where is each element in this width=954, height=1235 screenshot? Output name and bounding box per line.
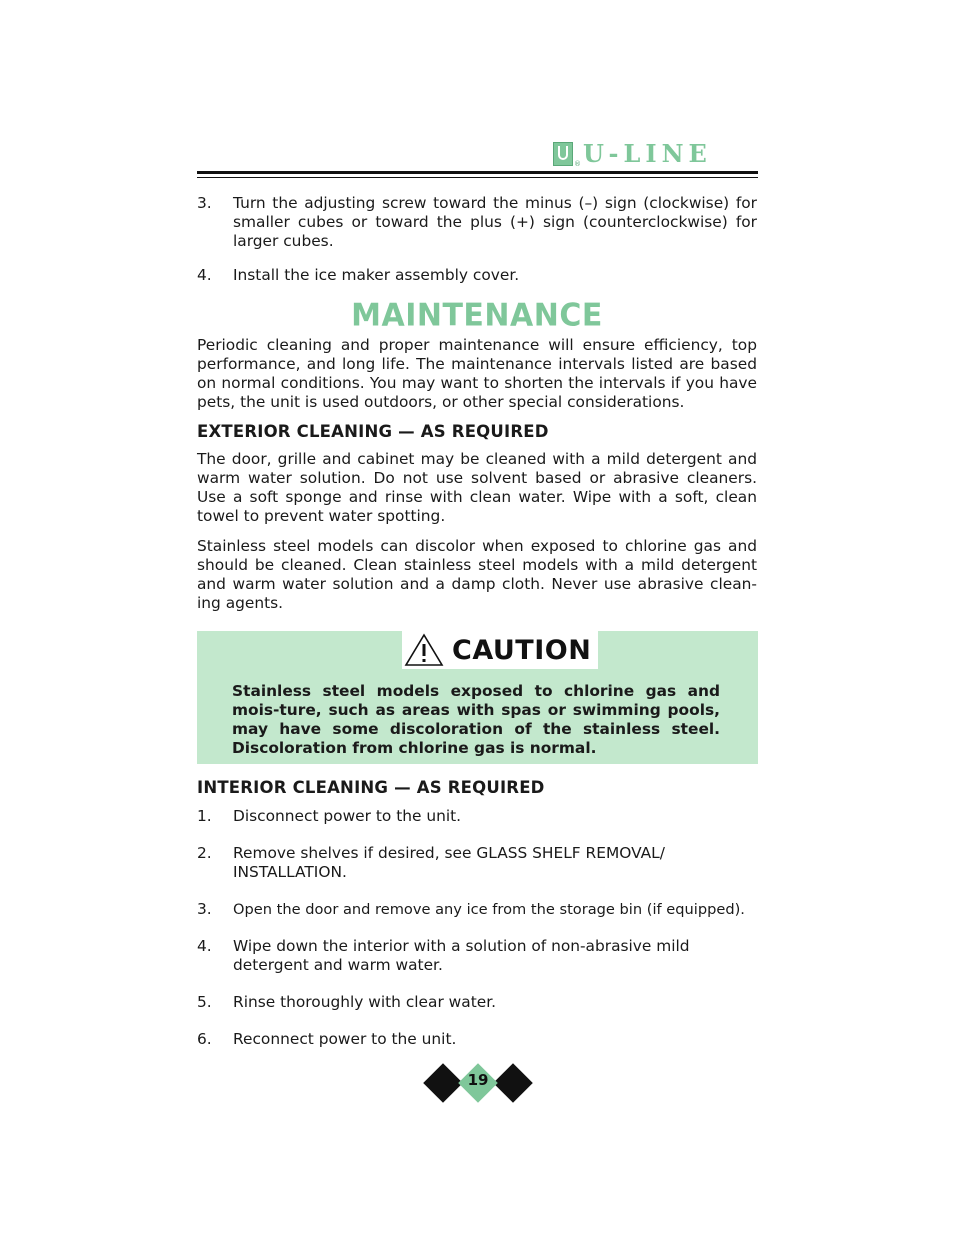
step-number: 5. <box>197 993 212 1011</box>
page-content <box>197 194 757 1049</box>
brand-logo <box>553 140 712 168</box>
interior-step-4 <box>197 937 757 975</box>
step-number: 2. <box>197 844 212 862</box>
step-number: 1. <box>197 807 212 825</box>
step-number: 4. <box>197 937 212 955</box>
top-step-4 <box>197 266 757 285</box>
interior-step-3 <box>197 900 757 919</box>
interior-heading: INTERIOR CLEANING — AS REQUIRED <box>197 778 545 797</box>
step-number: 6. <box>197 1030 212 1048</box>
header-rule-thin <box>197 177 758 178</box>
u-line-logo-icon <box>553 142 573 166</box>
step-number: 3. <box>197 194 212 212</box>
interior-step-5 <box>197 993 757 1012</box>
step-text: Reconnect power to the unit. <box>233 1030 457 1048</box>
caution-label <box>402 631 598 669</box>
page-number: 19 <box>467 1071 489 1089</box>
interior-step-2 <box>197 844 757 882</box>
warning-triangle-icon <box>404 633 444 667</box>
caution-text: Stainless steel models exposed to chlorine gas and mois-ture, such as areas with spas or swimming pools, may have some discoloration of the stainless steel. Discoloration from chlorine gas is normal. <box>232 682 720 757</box>
exterior-paragraph-1: The door, grille and cabinet may be cleaned with a mild detergent and warm water solution. Do not use solvent based or abrasive cleaners. Use a soft sponge and rinse with clean water. Wipe with a soft, clean towel to prevent water spotting. <box>197 450 757 525</box>
exterior-heading: EXTERIOR CLEANING — AS REQUIRED <box>197 422 549 441</box>
step-text: Turn the adjusting screw toward the minus (–) sign (clockwise) for smaller cubes or toward the plus (+) sign (counterclockwise) for larger cubes. <box>233 194 757 250</box>
step-number: 3. <box>197 900 212 918</box>
step-text: Open the door and remove any ice from the storage bin (if equipped). <box>233 901 745 918</box>
caution-box <box>197 631 758 764</box>
interior-step-6 <box>197 1030 757 1049</box>
step-text: Install the ice maker assembly cover. <box>233 266 520 284</box>
step-text: Rinse thoroughly with clear water. <box>233 993 496 1011</box>
header-rule-thick <box>197 171 758 174</box>
exterior-paragraph-2: Stainless steel models can discolor when exposed to chlorine gas and should be cleaned. Clean stainless steel models with a mild detergent and warm water solution and a damp cloth. Never use abrasive clean-ing agents. <box>197 537 757 612</box>
caution-word: CAUTION <box>452 634 592 666</box>
step-text: Disconnect power to the unit. <box>233 807 462 825</box>
page-title: MAINTENANCE <box>351 297 603 334</box>
step-text: Remove shelves if desired, see GLASS SHELF REMOVAL/ INSTALLATION. <box>233 844 665 881</box>
brand-name: U-LINE <box>583 139 712 168</box>
step-text: Wipe down the interior with a solution of non-abrasive mild detergent and warm water. <box>233 937 690 974</box>
maintenance-intro: Periodic cleaning and proper maintenance will ensure efficiency, top performance, and long life. The maintenance intervals listed are based on normal conditions. You may want to shorten the intervals if you have pets, the unit is used outdoors, or other special considerations. <box>197 336 757 411</box>
interior-step-1 <box>197 807 757 826</box>
registered-mark: ® <box>574 160 581 168</box>
step-number: 4. <box>197 266 212 284</box>
top-step-3 <box>197 194 757 251</box>
page-number-badge <box>423 1061 533 1105</box>
